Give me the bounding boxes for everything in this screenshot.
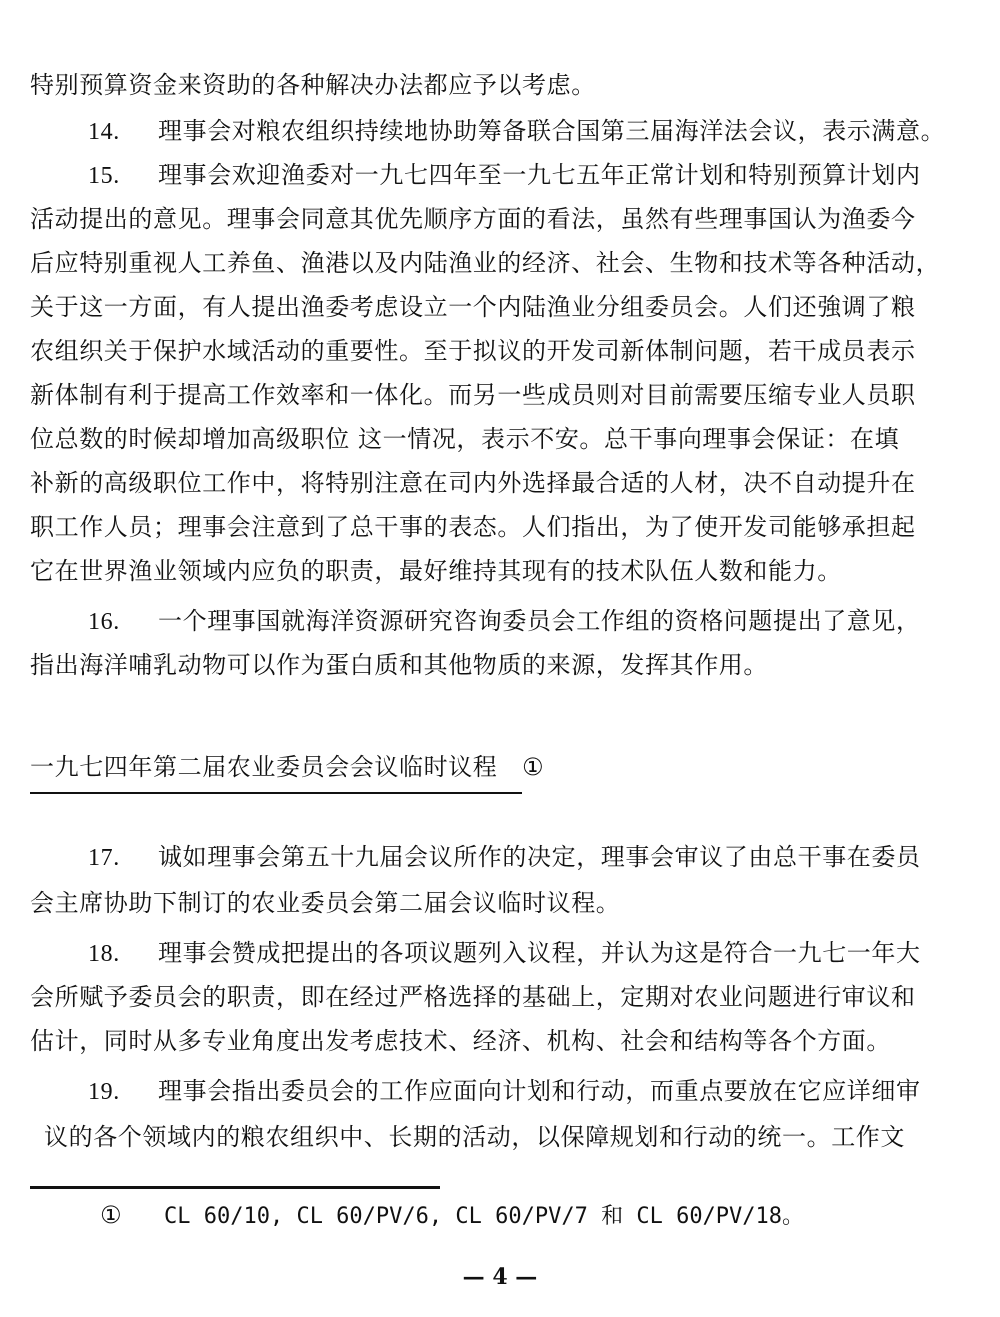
- text-line: 理事会欢迎渔委对一九七四年至一九七五年正常计划和特别预算计划内: [158, 161, 921, 189]
- footnote-divider: [30, 1186, 440, 1189]
- text-line: 估计，同时从多专业角度出发考虑技术、经济、机构、社会和结构等各个方面。: [30, 1027, 891, 1055]
- text-line: 关于这一方面，有人提出渔委考虑设立一个内陆渔业分组委员会。人们还強调了粮: [30, 293, 916, 321]
- footnote-text: CL 60/10, CL 60/PV/6, CL 60/PV/7 和 CL 60/PV/18。: [164, 1204, 805, 1229]
- text-line: 会所赋予委员会的职责，即在经过严格选择的基础上，定期对农业问题进行审议和: [30, 983, 916, 1011]
- text-line: 后应特别重视人工养鱼、渔港以及内陆渔业的经济、社会、生物和技术等各种活动，: [30, 249, 941, 277]
- text-line: 职工作人员；理事会注意到了总干事的表态。人们指出，为了使开发司能够承担起: [30, 513, 916, 541]
- paragraph-number: 14.: [88, 119, 120, 145]
- paragraph-number: 18.: [88, 941, 120, 967]
- text-line: 新体制有利于提高工作效率和一体化。而另一些成员则对目前需要压缩专业人员职: [30, 381, 916, 409]
- text-line: 指出海洋哺乳动物可以作为蛋白质和其他物质的来源，发挥其作用。: [30, 651, 768, 679]
- text-line: 诚如理事会第五十九届会议所作的决定，理事会审议了由总干事在委员: [158, 843, 921, 871]
- text-line: 理事会指出委员会的工作应面向计划和行动，而重点要放在它应详细审: [158, 1077, 921, 1105]
- section-heading: 一九七四年第二届农业委员会会议临时议程 ①: [30, 753, 545, 781]
- paragraph-number: 19.: [88, 1079, 120, 1105]
- paragraph-15: [0, 160, 1000, 191]
- text-line: 补新的高级职位工作中，将特别注意在司内外选择最合适的人材，决不自动提升在: [30, 469, 916, 497]
- text-line: 活动提出的意见。理事会同意其优先顺序方面的看法，虽然有些理事国认为渔委今: [30, 205, 916, 233]
- text-line: 议的各个领域内的粮农组织中、长期的活动，以保障规划和行动的统一。工作文: [44, 1123, 905, 1151]
- page-number: — 4 —: [462, 1264, 538, 1290]
- text-line: 一个理事国就海洋资源研究咨询委员会工作组的资格问题提出了意见，: [158, 607, 921, 635]
- paragraph-number: 17.: [88, 845, 120, 871]
- text-line: 农组织关于保护水域活动的重要性。至于拟议的开发司新体制问题，若干成员表示: [30, 337, 916, 365]
- paragraph-14: [0, 116, 1000, 147]
- paragraph-17: [0, 842, 1000, 873]
- paragraph-16: [0, 606, 1000, 637]
- footnote: [100, 1200, 804, 1232]
- heading-underline: [30, 792, 522, 794]
- paragraph-number: 15.: [88, 163, 120, 189]
- paragraph-number: 16.: [88, 609, 120, 635]
- paragraph-18: [0, 938, 1000, 969]
- footnote-mark: ①: [100, 1201, 122, 1229]
- paragraph-19: [0, 1076, 1000, 1107]
- text-line: 位总数的时候却增加高级职位 这一情况，表示不安。总干事向理事会保证：在填: [30, 425, 900, 453]
- text-line: 理事会对粮农组织持续地协助筹备联合国第三届海洋法会议，表示满意。: [158, 117, 946, 145]
- text-line: 理事会赞成把提出的各项议题列入议程，并认为这是符合一九七一年大: [158, 939, 921, 967]
- text-line: 会主席协助下制订的农业委员会第二届会议临时议程。: [30, 889, 621, 917]
- text-line: 特别预算资金来资助的各种解决办法都应予以考虑。: [30, 71, 596, 99]
- text-line: 它在世界渔业领域内应负的职责，最好维持其现有的技术队伍人数和能力。: [30, 557, 842, 585]
